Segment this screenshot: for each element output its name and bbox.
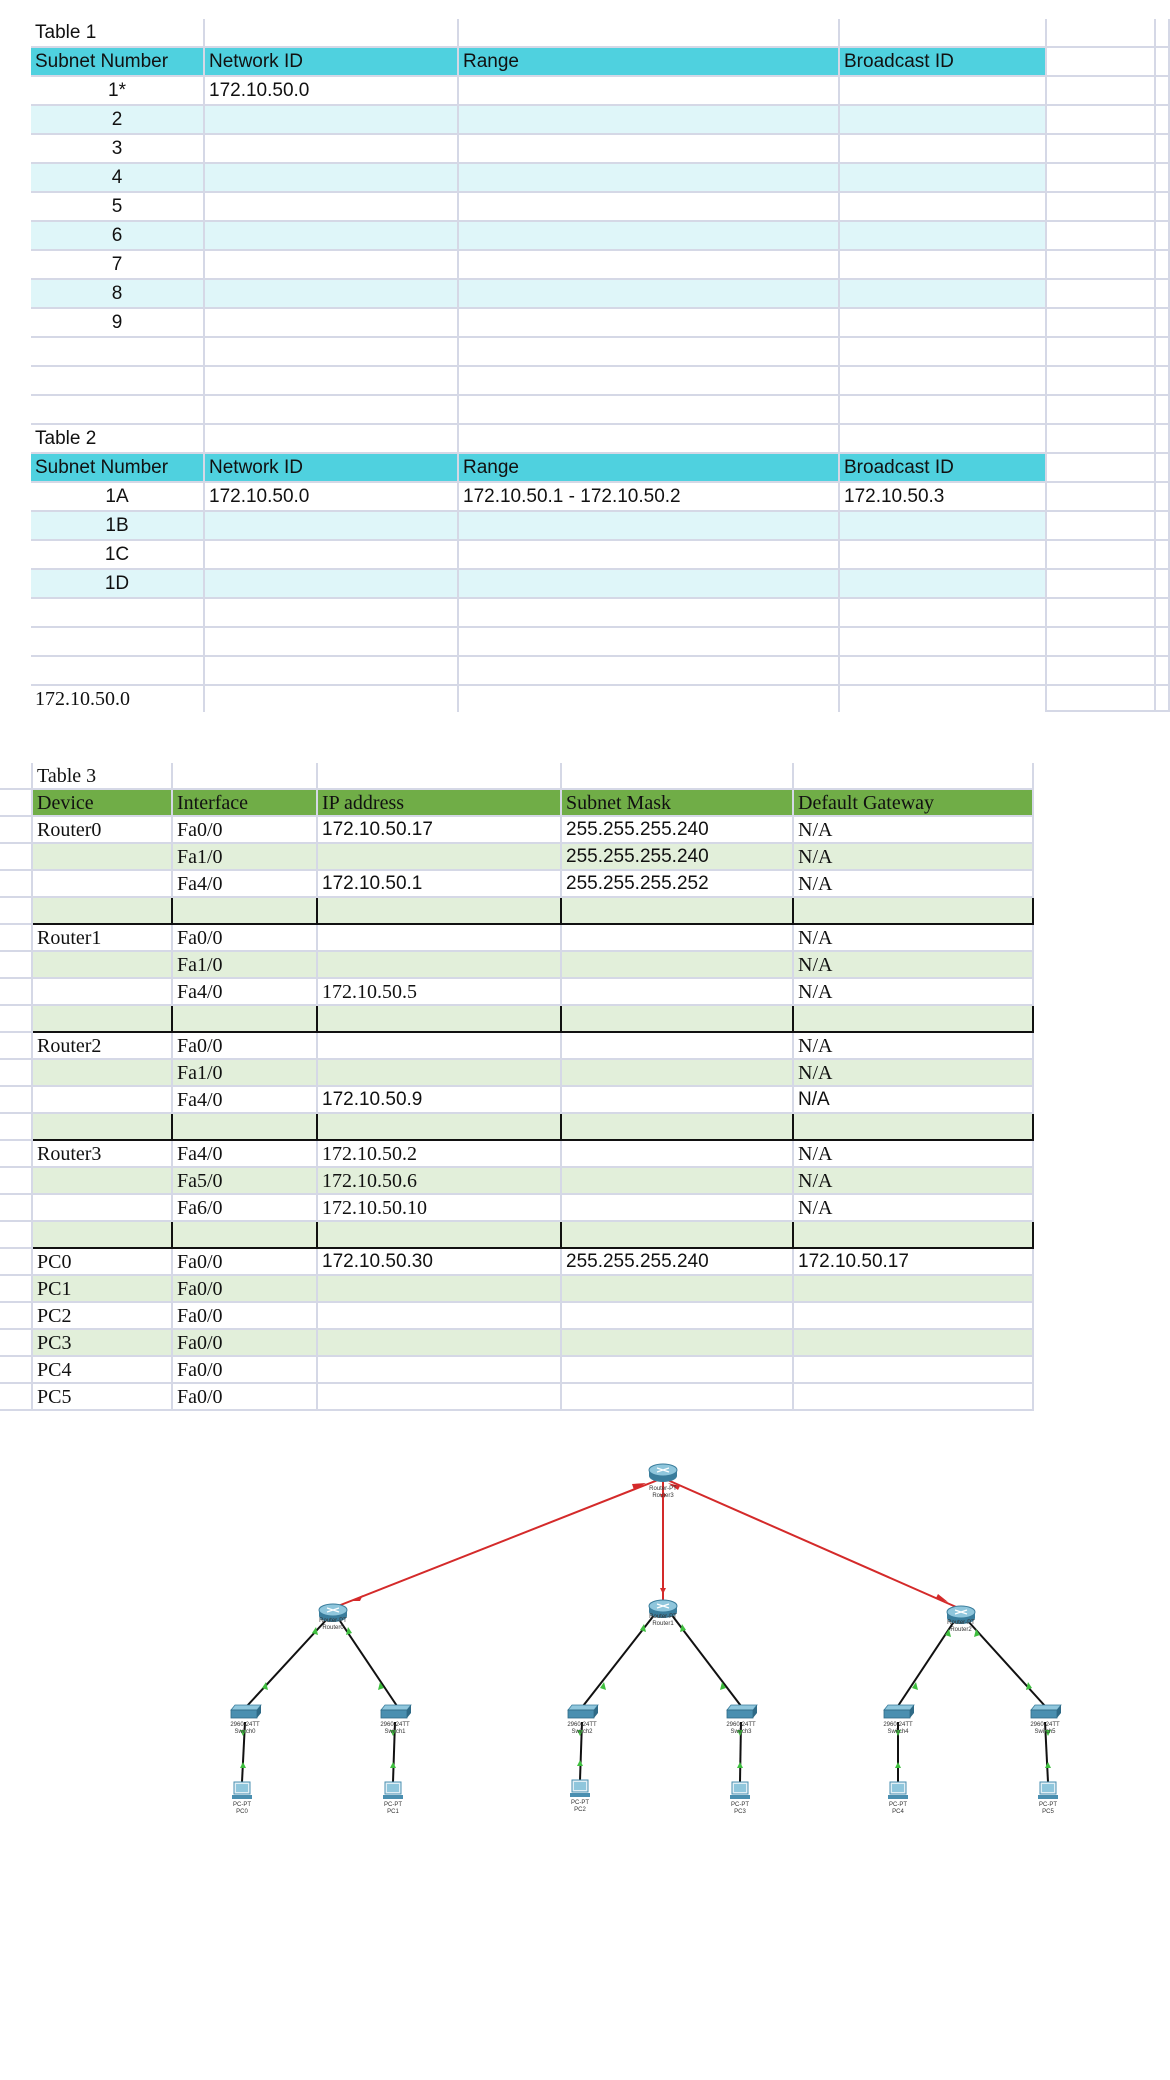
table1-row: 9 bbox=[0, 309, 1170, 338]
table3-row: Router3 Fa4/0 172.10.50.2 N/A bbox=[0, 1141, 1040, 1168]
svg-text:PC5: PC5 bbox=[1042, 1809, 1054, 1815]
svg-text:PC-PT: PC-PT bbox=[233, 1802, 251, 1808]
network-topology-diagram bbox=[0, 1450, 1170, 1830]
svg-text:PC3: PC3 bbox=[734, 1809, 746, 1815]
table3-col-subnet-mask: Subnet Mask bbox=[562, 790, 794, 817]
table3-separator-row bbox=[0, 1114, 1040, 1141]
table1-row: 8 bbox=[0, 280, 1170, 309]
pc-icon bbox=[888, 1782, 908, 1799]
table1-row: 6 bbox=[0, 222, 1170, 251]
switch-icon bbox=[884, 1705, 914, 1718]
empty-row bbox=[0, 338, 1170, 367]
router1[interactable] bbox=[649, 1600, 677, 1627]
ethernet-links bbox=[242, 1614, 1048, 1782]
svg-text:2960-24TT: 2960-24TT bbox=[567, 1722, 597, 1728]
pc0[interactable] bbox=[232, 1782, 252, 1815]
router2[interactable] bbox=[947, 1606, 975, 1633]
table1-title: Table 1 bbox=[31, 19, 205, 48]
switch0[interactable] bbox=[230, 1705, 261, 1735]
table1-row: 3 bbox=[0, 135, 1170, 164]
table2-col-range: Range bbox=[459, 454, 840, 483]
switch-icon bbox=[727, 1705, 757, 1718]
table3-separator-row bbox=[0, 1222, 1040, 1249]
table1-col-broadcast-id: Broadcast ID bbox=[840, 48, 1047, 77]
pc-icon bbox=[232, 1782, 252, 1799]
svg-text:PC4: PC4 bbox=[892, 1809, 904, 1815]
table1-col-subnet-number: Subnet Number bbox=[31, 48, 205, 77]
table3-title: Table 3 bbox=[33, 763, 173, 790]
svg-text:Router-PT: Router-PT bbox=[319, 1618, 347, 1624]
svg-text:Switch3: Switch3 bbox=[730, 1729, 752, 1735]
table3-row: Router2 Fa0/0 N/A bbox=[0, 1033, 1040, 1060]
table2-col-network-id: Network ID bbox=[205, 454, 459, 483]
table3-row: Fa4/0 172.10.50.9 N/A bbox=[0, 1087, 1040, 1114]
table3-col-interface: Interface bbox=[173, 790, 318, 817]
svg-text:2960-24TT: 2960-24TT bbox=[883, 1722, 913, 1728]
pc-icon bbox=[1038, 1782, 1058, 1799]
empty-row bbox=[0, 599, 1170, 628]
switch1[interactable] bbox=[380, 1705, 411, 1735]
table3-col-device: Device bbox=[33, 790, 173, 817]
table1-title-row bbox=[0, 19, 1170, 48]
table1-row: 7 bbox=[0, 251, 1170, 280]
switch-icon bbox=[1031, 1705, 1061, 1718]
table1-row: 2 bbox=[0, 106, 1170, 135]
svg-text:2960-24TT: 2960-24TT bbox=[380, 1722, 410, 1728]
table3-row: Fa1/0 255.255.255.240 N/A bbox=[0, 844, 1040, 871]
svg-text:Switch5: Switch5 bbox=[1034, 1729, 1056, 1735]
empty-row bbox=[0, 628, 1170, 657]
pc-icon bbox=[383, 1782, 403, 1799]
table1-col-network-id: Network ID bbox=[205, 48, 459, 77]
table3-row: Fa1/0 N/A bbox=[0, 1060, 1040, 1087]
pc-icon bbox=[730, 1782, 750, 1799]
table2-note: 172.10.50.0 bbox=[31, 686, 205, 712]
table3-header-row bbox=[0, 790, 1040, 817]
svg-text:Router-PT: Router-PT bbox=[649, 1486, 677, 1492]
svg-text:Switch1: Switch1 bbox=[384, 1729, 406, 1735]
pc1[interactable] bbox=[383, 1782, 403, 1815]
table3-row: Fa6/0 172.10.50.10 N/A bbox=[0, 1195, 1040, 1222]
svg-text:PC-PT: PC-PT bbox=[384, 1802, 402, 1808]
switch-icon bbox=[381, 1705, 411, 1718]
table1-header-row bbox=[0, 48, 1170, 77]
table3-col-ip-address: IP address bbox=[318, 790, 562, 817]
serial-links bbox=[338, 1478, 963, 1610]
table1-row: 5 bbox=[0, 193, 1170, 222]
svg-text:Switch0: Switch0 bbox=[234, 1729, 256, 1735]
switch4[interactable] bbox=[883, 1705, 914, 1735]
svg-text:Router0: Router0 bbox=[322, 1625, 344, 1631]
svg-text:Switch2: Switch2 bbox=[571, 1729, 593, 1735]
empty-row bbox=[0, 367, 1170, 396]
table3-row: Fa4/0 172.10.50.1 255.255.255.252 N/A bbox=[0, 871, 1040, 898]
svg-text:PC1: PC1 bbox=[387, 1809, 399, 1815]
pc4[interactable] bbox=[888, 1782, 908, 1815]
pc3[interactable] bbox=[730, 1782, 750, 1815]
table3-row: Router0 Fa0/0 172.10.50.17 255.255.255.240 N/A bbox=[0, 817, 1040, 844]
arrow-icon bbox=[660, 1588, 666, 1594]
table3-col-default-gateway: Default Gateway bbox=[794, 790, 1034, 817]
port-status-indicators bbox=[240, 1624, 1051, 1768]
table1-row: 1* 172.10.50.0 bbox=[0, 77, 1170, 106]
table3-title-row bbox=[0, 763, 1040, 790]
table3-row: Fa4/0 172.10.50.5 N/A bbox=[0, 979, 1040, 1006]
svg-text:2960-24TT: 2960-24TT bbox=[1030, 1722, 1060, 1728]
pc-icon bbox=[570, 1780, 590, 1797]
table2-header-row bbox=[0, 454, 1170, 483]
svg-text:Switch4: Switch4 bbox=[887, 1729, 909, 1735]
svg-text:PC2: PC2 bbox=[574, 1807, 586, 1813]
router-icon bbox=[649, 1464, 677, 1482]
switch2[interactable] bbox=[567, 1705, 598, 1735]
table3-separator-row bbox=[0, 898, 1040, 925]
table2-col-subnet-number: Subnet Number bbox=[31, 454, 205, 483]
table3-separator-row bbox=[0, 1006, 1040, 1033]
note-row bbox=[0, 686, 1170, 712]
pc2[interactable] bbox=[570, 1780, 590, 1813]
table2-title: Table 2 bbox=[31, 425, 205, 454]
table2-row: 1A 172.10.50.0 172.10.50.1 - 172.10.50.2 172.10.50.3 bbox=[0, 483, 1170, 512]
empty-row bbox=[0, 396, 1170, 425]
svg-text:Router-PT: Router-PT bbox=[947, 1620, 975, 1626]
table3-row: Fa1/0 N/A bbox=[0, 952, 1040, 979]
svg-text:2960-24TT: 2960-24TT bbox=[726, 1722, 756, 1728]
table3-row: PC4 Fa0/0 bbox=[0, 1357, 1040, 1384]
switch3[interactable] bbox=[726, 1705, 757, 1735]
switch5[interactable] bbox=[1030, 1705, 1061, 1735]
svg-text:Router-PT: Router-PT bbox=[649, 1614, 677, 1620]
table1-row: 4 bbox=[0, 164, 1170, 193]
table2-row: 1B bbox=[0, 512, 1170, 541]
svg-text:Router3: Router3 bbox=[652, 1493, 674, 1499]
switch-icon bbox=[231, 1705, 261, 1718]
table3-row: PC1 Fa0/0 bbox=[0, 1276, 1040, 1303]
link-router3-router0[interactable] bbox=[338, 1478, 663, 1606]
table3-row: PC3 Fa0/0 bbox=[0, 1330, 1040, 1357]
table3-row: PC5 Fa0/0 bbox=[0, 1384, 1040, 1411]
svg-text:Router1: Router1 bbox=[652, 1621, 674, 1627]
table3-row: PC0 Fa0/0 172.10.50.30 255.255.255.240 172.10.50.17 bbox=[0, 1249, 1040, 1276]
table2-row: 1D bbox=[0, 570, 1170, 599]
svg-text:PC-PT: PC-PT bbox=[731, 1802, 749, 1808]
table3-row: Router1 Fa0/0 N/A bbox=[0, 925, 1040, 952]
table3-row: PC2 Fa0/0 bbox=[0, 1303, 1040, 1330]
svg-text:2960-24TT: 2960-24TT bbox=[230, 1722, 260, 1728]
table1-col-range: Range bbox=[459, 48, 840, 77]
svg-text:PC-PT: PC-PT bbox=[1039, 1802, 1057, 1808]
router0[interactable] bbox=[319, 1604, 347, 1631]
link-router3-router2[interactable] bbox=[663, 1478, 963, 1610]
pc5[interactable] bbox=[1038, 1782, 1058, 1815]
table3-row: Fa5/0 172.10.50.6 N/A bbox=[0, 1168, 1040, 1195]
svg-text:PC0: PC0 bbox=[236, 1809, 248, 1815]
table2-col-broadcast-id: Broadcast ID bbox=[840, 454, 1047, 483]
svg-text:PC-PT: PC-PT bbox=[571, 1800, 589, 1806]
empty-row bbox=[0, 657, 1170, 686]
svg-text:PC-PT: PC-PT bbox=[889, 1802, 907, 1808]
switch-icon bbox=[568, 1705, 598, 1718]
svg-text:Router2: Router2 bbox=[950, 1627, 972, 1633]
table2-title-row bbox=[0, 425, 1170, 454]
table2-row: 1C bbox=[0, 541, 1170, 570]
